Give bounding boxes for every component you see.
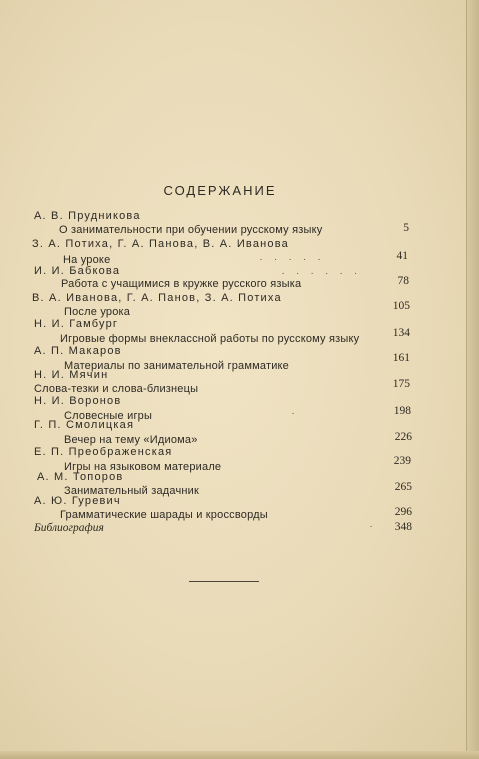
toc-author: А. Ю. Гуревич (34, 495, 121, 507)
toc-page-number: 296 (394, 506, 412, 518)
toc-author: Е. П. Преображенская (34, 446, 173, 458)
toc-title: Слова-тезки и слова-близнецы (34, 383, 199, 395)
toc-title: Игры на языковом материале (64, 461, 222, 473)
toc-bibliography-label: Библиография (34, 522, 104, 534)
closing-rule (189, 581, 259, 582)
toc-heading: СОДЕРЖАНИЕ (163, 183, 277, 198)
toc-title: Вечер на тему «Идиома» (64, 434, 198, 446)
toc-title: Занимательный задачник (64, 485, 200, 497)
toc-page-number: 265 (394, 481, 412, 493)
leader-dots: . . . . . (260, 252, 326, 262)
leader-dots: . (370, 519, 378, 529)
toc-author: А. В. Прудникова (34, 210, 141, 222)
toc-title: Грамматические шарады и кроссворды (60, 509, 268, 521)
toc-page-number: 198 (393, 405, 411, 417)
leader-dots: . . . . . . (282, 266, 362, 276)
toc-author: В. А. Иванова, Г. А. Панов, З. А. Потиха (32, 292, 282, 304)
toc-author: А. М. Топоров (37, 471, 124, 483)
toc-author: Н. И. Мячин (34, 369, 109, 381)
toc-title: О занимательности при обучении русскому языку (59, 224, 323, 236)
toc-author: И. И. Бабкова (34, 265, 121, 277)
toc-page-number: 78 (397, 275, 409, 287)
toc-author: Н. И. Воронов (34, 395, 122, 407)
toc-page-number: 175 (392, 378, 410, 390)
toc-title: Словесные игры (64, 410, 153, 422)
leader-dots: . (292, 406, 300, 416)
toc-title: После урока (64, 306, 131, 318)
toc-page-number: 348 (394, 521, 412, 533)
toc-page-number: 239 (393, 455, 411, 467)
toc-page-number: 5 (403, 222, 409, 234)
toc-title: Материалы по занимательной грамматике (64, 360, 289, 372)
toc-page-number: 161 (392, 352, 410, 364)
toc-author: Г. П. Смолицкая (34, 419, 135, 431)
toc-author: З. А. Потиха, Г. А. Панова, В. А. Иванова (32, 238, 289, 250)
toc-title: На уроке (63, 254, 111, 266)
toc-page-number: 105 (392, 300, 410, 312)
toc-page-number: 41 (396, 250, 408, 262)
toc-title: Игровые формы внеклассной работы по русскому языку (60, 333, 360, 345)
toc-author: А. П. Макаров (34, 345, 122, 357)
toc-page-number: 134 (392, 327, 410, 339)
toc-page-number: 226 (394, 431, 412, 443)
toc-title: Работа с учащимися в кружке русского языка (61, 278, 302, 290)
toc-author: Н. И. Гамбург (34, 318, 119, 330)
